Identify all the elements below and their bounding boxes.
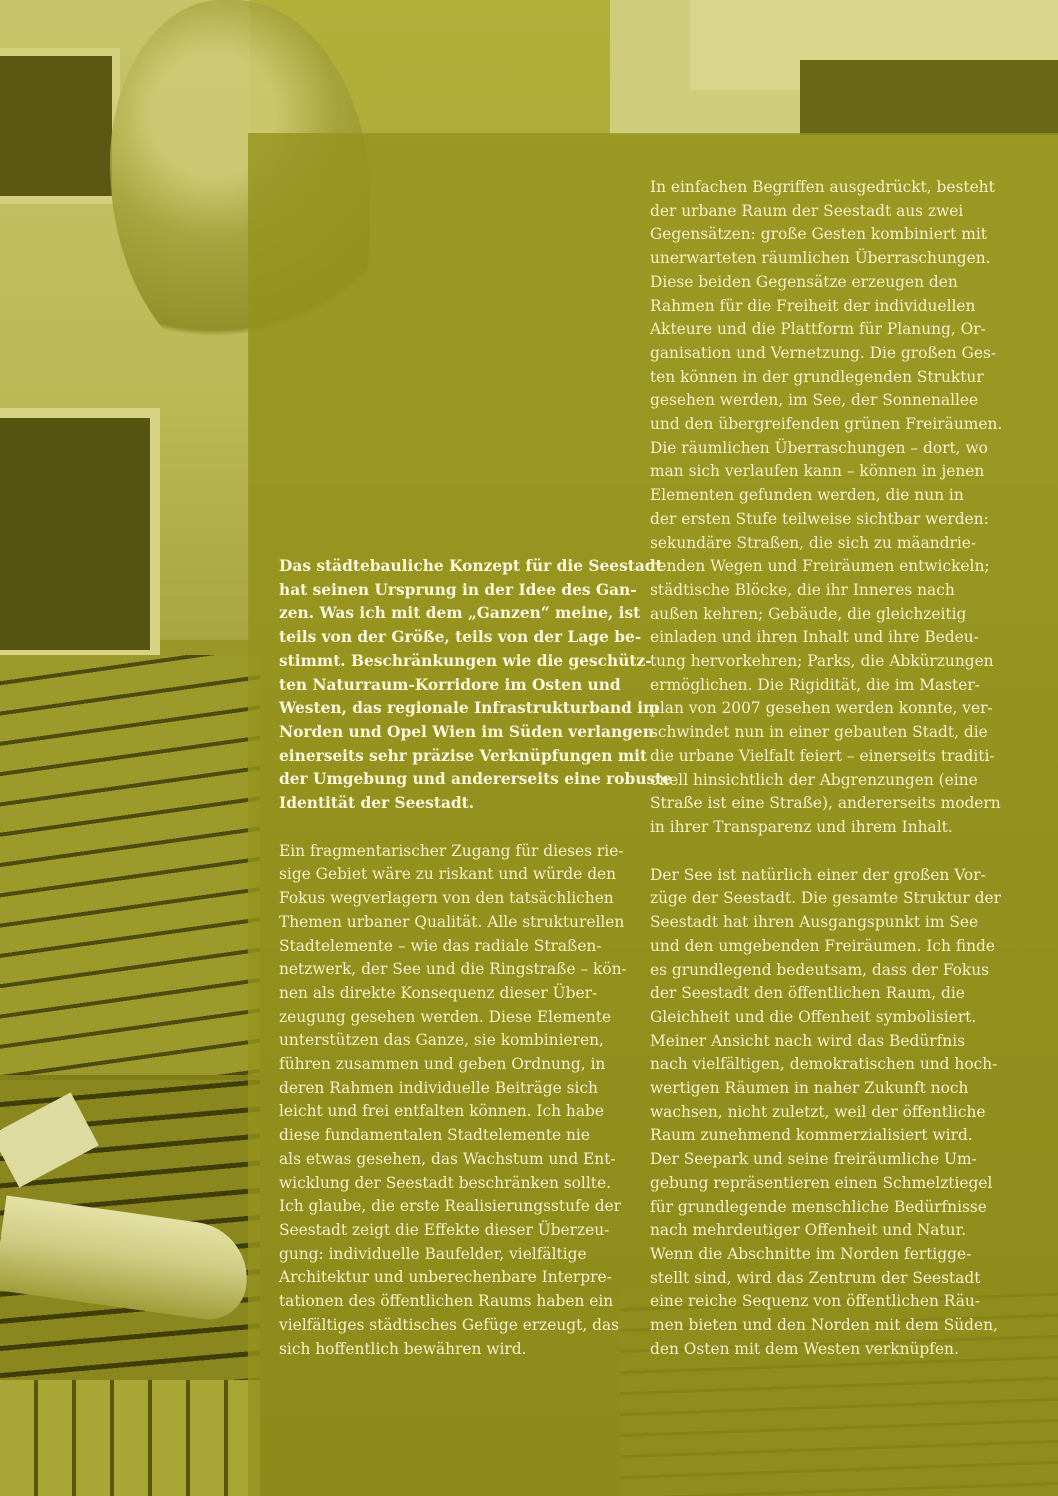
text-line: führen zusammen und geben Ordnung, in (279, 1055, 606, 1074)
text-line: wicklung der Seestadt beschränken sollte. (279, 1173, 611, 1192)
text-line: tung hervorkehren; Parks, die Abkürzungen (650, 652, 994, 671)
text-line: Themen urbaner Qualität. Alle strukturellen (279, 912, 625, 931)
bench-backrest (0, 655, 260, 1075)
body-paragraph (650, 176, 1010, 840)
text-line: sekundäre Straßen, die sich zu mäandrie- (650, 533, 977, 552)
text-line: vielfältiges städtisches Gefüge erzeugt, das (279, 1315, 620, 1334)
text-line: man sich verlaufen kann – können in jenen (650, 462, 985, 481)
text-line: gung: individuelle Baufelder, vielfältige (279, 1244, 587, 1263)
body-paragraph (279, 840, 627, 1361)
text-line: der ersten Stufe teilweise sichtbar werden: (650, 509, 989, 528)
text-line: Seestadt hat ihren Ausgangspunkt im See (650, 913, 979, 932)
text-line: stellt sind, wird das Zentrum der Seestadt (650, 1268, 981, 1287)
building-right-window (800, 60, 1058, 135)
text-line: Diese beiden Gegensätze erzeugen den (650, 272, 958, 291)
text-line: gesehen werden, im See, der Sonnenallee (650, 391, 979, 410)
text-line: teils von der Größe, teils von der Lage be- (279, 628, 642, 647)
text-line: Stadtelemente – wie das radiale Straßen- (279, 936, 602, 955)
text-line: nen als direkte Konsequenz dieser Über- (279, 983, 598, 1002)
window-top (0, 48, 120, 204)
text-line: züge der Seestadt. Die gesamte Struktur der (650, 889, 1001, 908)
text-line: als etwas gesehen, das Wachstum und Ent- (279, 1149, 616, 1168)
text-line: Die räumlichen Überraschungen – dort, wo (650, 438, 988, 457)
text-line: men bieten und den Norden mit dem Süden, (650, 1316, 998, 1335)
text-line: Straße ist eine Straße), andererseits modern (650, 794, 1001, 813)
text-line: zen. Was ich mit dem „Ganzen“ meine, ist (279, 604, 641, 623)
text-line: ermöglichen. Die Rigidität, die im Master- (650, 675, 980, 694)
text-line: hat seinen Ursprung in der Idee des Gan- (279, 580, 637, 599)
text-line: einladen und ihren Inhalt und ihre Bedeu- (650, 628, 979, 647)
left-column (279, 555, 673, 1361)
text-line: Der Seepark und seine freiräumliche Um- (650, 1150, 977, 1169)
text-line: ten Naturraum-Korridore im Osten und (279, 675, 621, 694)
text-line: und den umgebenden Freiräumen. Ich finde (650, 936, 995, 955)
text-line: wachsen, nicht zuletzt, weil der öffentliche (650, 1102, 986, 1121)
text-line: ganisation und Vernetzung. Die großen Ges- (650, 343, 997, 362)
text-line: tationen des öffentlichen Raums haben ein (279, 1292, 614, 1311)
text-line: und den übergreifenden grünen Freiräumen. (650, 415, 1003, 434)
text-line: Ich glaube, die erste Realisierungsstufe der (279, 1197, 622, 1216)
text-line: sige Gebiet wäre zu riskant und würde den (279, 865, 617, 884)
lead-paragraph (279, 555, 673, 816)
text-line: nach mehrdeutiger Offenheit und Natur. (650, 1221, 967, 1240)
text-line: Akteure und die Plattform für Planung, Or- (650, 320, 986, 339)
text-line: Gegensätzen: große Gesten kombiniert mit (650, 225, 987, 244)
text-line: in ihrer Transparenz und ihrem Inhalt. (650, 817, 953, 836)
text-line: die urbane Vielfalt feiert – einerseits traditi- (650, 746, 995, 765)
text-line: gebung repräsentieren einen Schmelztiegel (650, 1173, 993, 1192)
text-line: ten können in der grundlegenden Struktur (650, 367, 984, 386)
right-column (650, 176, 1010, 1361)
text-line: außen kehren; Gebäude, die gleichzeitig (650, 604, 967, 623)
text-line: nach vielfältigen, demokratischen und hoch- (650, 1055, 998, 1074)
text-line: deren Rahmen individuelle Beiträge sich (279, 1078, 598, 1097)
body-paragraph (650, 864, 1010, 1362)
text-line: Westen, das regionale Infrastrukturband im (279, 699, 660, 718)
text-line: diese fundamentalen Stadtelemente nie (279, 1126, 590, 1145)
text-line: Das städtebauliche Konzept für die Seestadt (279, 557, 663, 575)
text-line: städtische Blöcke, die ihr Inneres nach (650, 580, 955, 599)
text-line: Ein fragmentarischer Zugang für dieses rie- (279, 841, 624, 860)
text-line: Wenn die Abschnitte im Norden fertigge- (650, 1244, 972, 1263)
text-line: der Umgebung und andererseits eine robuste (279, 770, 673, 789)
text-line: wertigen Räumen in naher Zukunft noch (650, 1079, 969, 1098)
text-line: Gleichheit und die Offenheit symbolisiert. (650, 1007, 977, 1026)
text-line: der Seestadt den öffentlichen Raum, die (650, 984, 965, 1003)
text-line: Norden und Opel Wien im Süden verlangen (279, 722, 654, 741)
text-line: leicht und frei entfalten können. Ich habe (279, 1102, 604, 1121)
text-line: schwindet nun in einer gebauten Stadt, die (650, 723, 988, 742)
text-line: Fokus wegverlagern von den tatsächlichen (279, 889, 614, 908)
text-line: zeugung gesehen werden. Diese Elemente (279, 1007, 612, 1026)
text-line: Raum zunehmend kommerzialisiert wird. (650, 1126, 973, 1145)
text-line: eine reiche Sequenz von öffentlichen Räu- (650, 1292, 980, 1311)
text-line: den Osten mit dem Westen verknüpfen. (650, 1339, 959, 1358)
text-line: sich hoffentlich bewähren wird. (279, 1339, 527, 1358)
text-line: der urbane Raum der Seestadt aus zwei (650, 201, 964, 220)
text-line: es grundlegend bedeutsam, dass der Fokus (650, 960, 990, 979)
text-line: Meiner Ansicht nach wird das Bedürfnis (650, 1031, 966, 1050)
text-line: plan von 2007 gesehen werden konnte, ver- (650, 699, 993, 718)
window-middle (0, 408, 160, 660)
text-line: In einfachen Begriffen ausgedrückt, besteht (650, 178, 995, 196)
text-line: Elementen gefunden werden, die nun in (650, 486, 964, 505)
text-line: einerseits sehr präzise Verknüpfungen mit (279, 746, 648, 765)
text-line: unterstützen das Ganze, sie kombinieren, (279, 1031, 604, 1050)
text-line: Architektur und unberechenbare Interpre- (279, 1268, 612, 1287)
text-line: onell hinsichtlich der Abgrenzungen (eine (650, 770, 978, 789)
text-line: unerwarteten räumlichen Überraschungen. (650, 249, 991, 268)
text-line: Identität der Seestadt. (279, 794, 475, 813)
bench-seat (0, 1380, 260, 1496)
text-line: stimmt. Beschränkungen wie die geschütz- (279, 651, 652, 670)
text-line: Der See ist natürlich einer der großen Vor- (650, 865, 986, 884)
text-line: netzwerk, der See und die Ringstraße – kön- (279, 960, 627, 979)
text-line: Rahmen für die Freiheit der individuellen (650, 296, 976, 315)
text-line: für grundlegende menschliche Bedürfnisse (650, 1197, 987, 1216)
text-line: Seestadt zeigt die Effekte dieser Überzeu- (279, 1220, 610, 1239)
text-line: renden Wegen und Freiräumen entwickeln; (650, 557, 990, 576)
